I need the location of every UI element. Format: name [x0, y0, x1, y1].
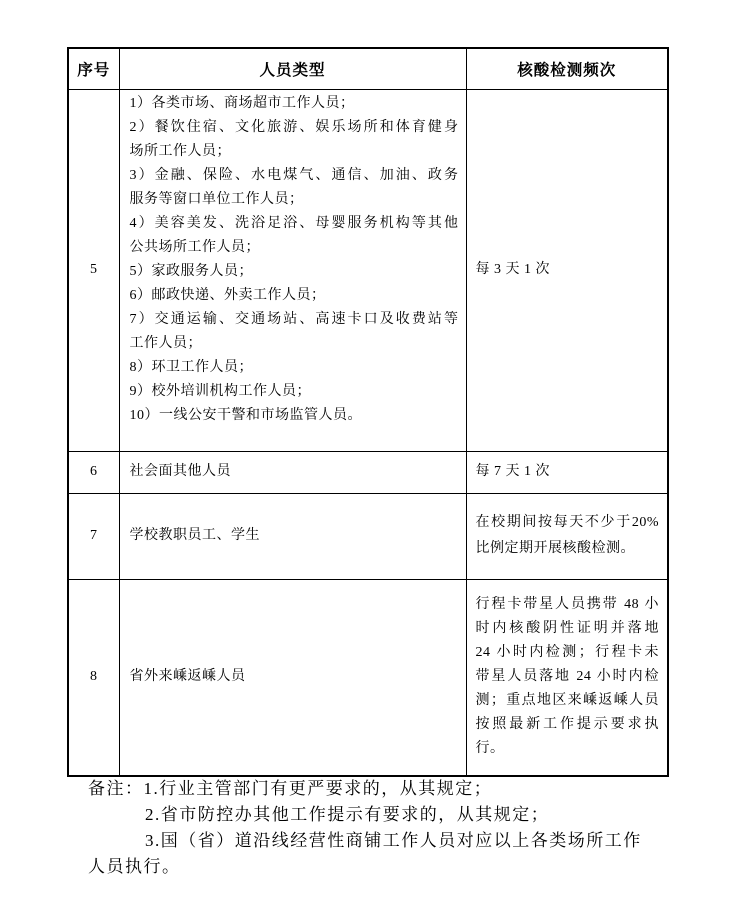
- frequency-line: 带星人员落地 24 小时内检: [475, 669, 659, 685]
- frequency-line: 按照最新工作提示要求执: [475, 717, 659, 733]
- personnel-type-cell: [119, 451, 466, 493]
- frequency-cell: [466, 451, 668, 493]
- frequency-line: 行程卡带星人员携带 48 小: [475, 597, 659, 613]
- note-line: 备注：1.行业主管部门有更严要求的，从其规定；: [88, 779, 493, 798]
- note-line: 2.省市防控办其他工作提示有要求的，从其规定；: [145, 805, 550, 824]
- personnel-type-cell: [119, 579, 466, 776]
- table-row-8: [68, 579, 668, 776]
- frequency-line: 每 7 天 1 次: [475, 464, 550, 479]
- type-line: 2）餐饮住宿、文化旅游、娱乐场所和体育健身: [129, 119, 459, 135]
- serial-cell: 7: [68, 493, 119, 579]
- type-line: 服务等窗口单位工作人员；: [129, 191, 304, 207]
- personnel-type-cell: [119, 493, 466, 579]
- type-line: 公共场所工作人员；: [129, 239, 260, 255]
- frequency-cell: [466, 579, 668, 776]
- serial-cell: 5: [68, 89, 119, 451]
- type-line: 9）校外培训机构工作人员；: [129, 383, 311, 399]
- frequency-line: 每 3 天 1 次: [475, 262, 550, 277]
- testing-frequency-table: [67, 47, 669, 777]
- frequency-line: 时内核酸阴性证明并落地: [475, 621, 659, 637]
- frequency-line: 行。: [475, 741, 505, 757]
- frequency-line: 在校期间按每天不少于20%: [475, 515, 659, 530]
- type-line: 学校教职员工、学生: [129, 528, 260, 543]
- footnotes: [88, 776, 673, 880]
- type-line: 3）金融、保险、水电煤气、通信、加油、政务: [129, 167, 459, 183]
- table-row-6: [68, 451, 668, 493]
- serial-cell: 8: [68, 579, 119, 776]
- table-row-5: [68, 89, 668, 451]
- type-line: 工作人员；: [129, 335, 202, 351]
- type-line: 场所工作人员；: [129, 143, 231, 159]
- frequency-cell: [466, 89, 668, 451]
- type-line: 10）一线公安干警和市场监管人员。: [129, 407, 362, 423]
- note-line: 3.国（省）道沿线经营性商铺工作人员对应以上各类场所工作: [145, 831, 642, 850]
- type-line: 社会面其他人员: [129, 464, 231, 479]
- frequency-line: 24 小时内检测；行程卡未: [475, 645, 659, 661]
- header-test-frequency: 核酸检测频次: [466, 48, 668, 89]
- personnel-type-cell: [119, 89, 466, 451]
- serial-cell: 6: [68, 451, 119, 493]
- type-line: 8）环卫工作人员；: [129, 359, 253, 375]
- table-row-7: [68, 493, 668, 579]
- type-line: 6）邮政快递、外卖工作人员；: [129, 287, 326, 303]
- frequency-cell: [466, 493, 668, 579]
- header-personnel-type: 人员类型: [119, 48, 466, 89]
- type-line: 5）家政服务人员；: [129, 263, 253, 279]
- frequency-line: 测；重点地区来嵊返嵊人员: [475, 693, 659, 709]
- note-line: 人员执行。: [88, 857, 181, 876]
- type-line: 7）交通运输、交通场站、高速卡口及收费站等: [129, 311, 459, 327]
- type-line: 1）各类市场、商场超市工作人员；: [129, 95, 355, 111]
- frequency-line: 比例定期开展核酸检测。: [475, 541, 635, 556]
- type-line: 4）美容美发、洗浴足浴、母婴服务机构等其他: [129, 215, 459, 231]
- header-serial: 序号: [68, 48, 119, 89]
- table-header-row: [68, 48, 668, 89]
- type-line: 省外来嵊返嵊人员: [129, 669, 246, 685]
